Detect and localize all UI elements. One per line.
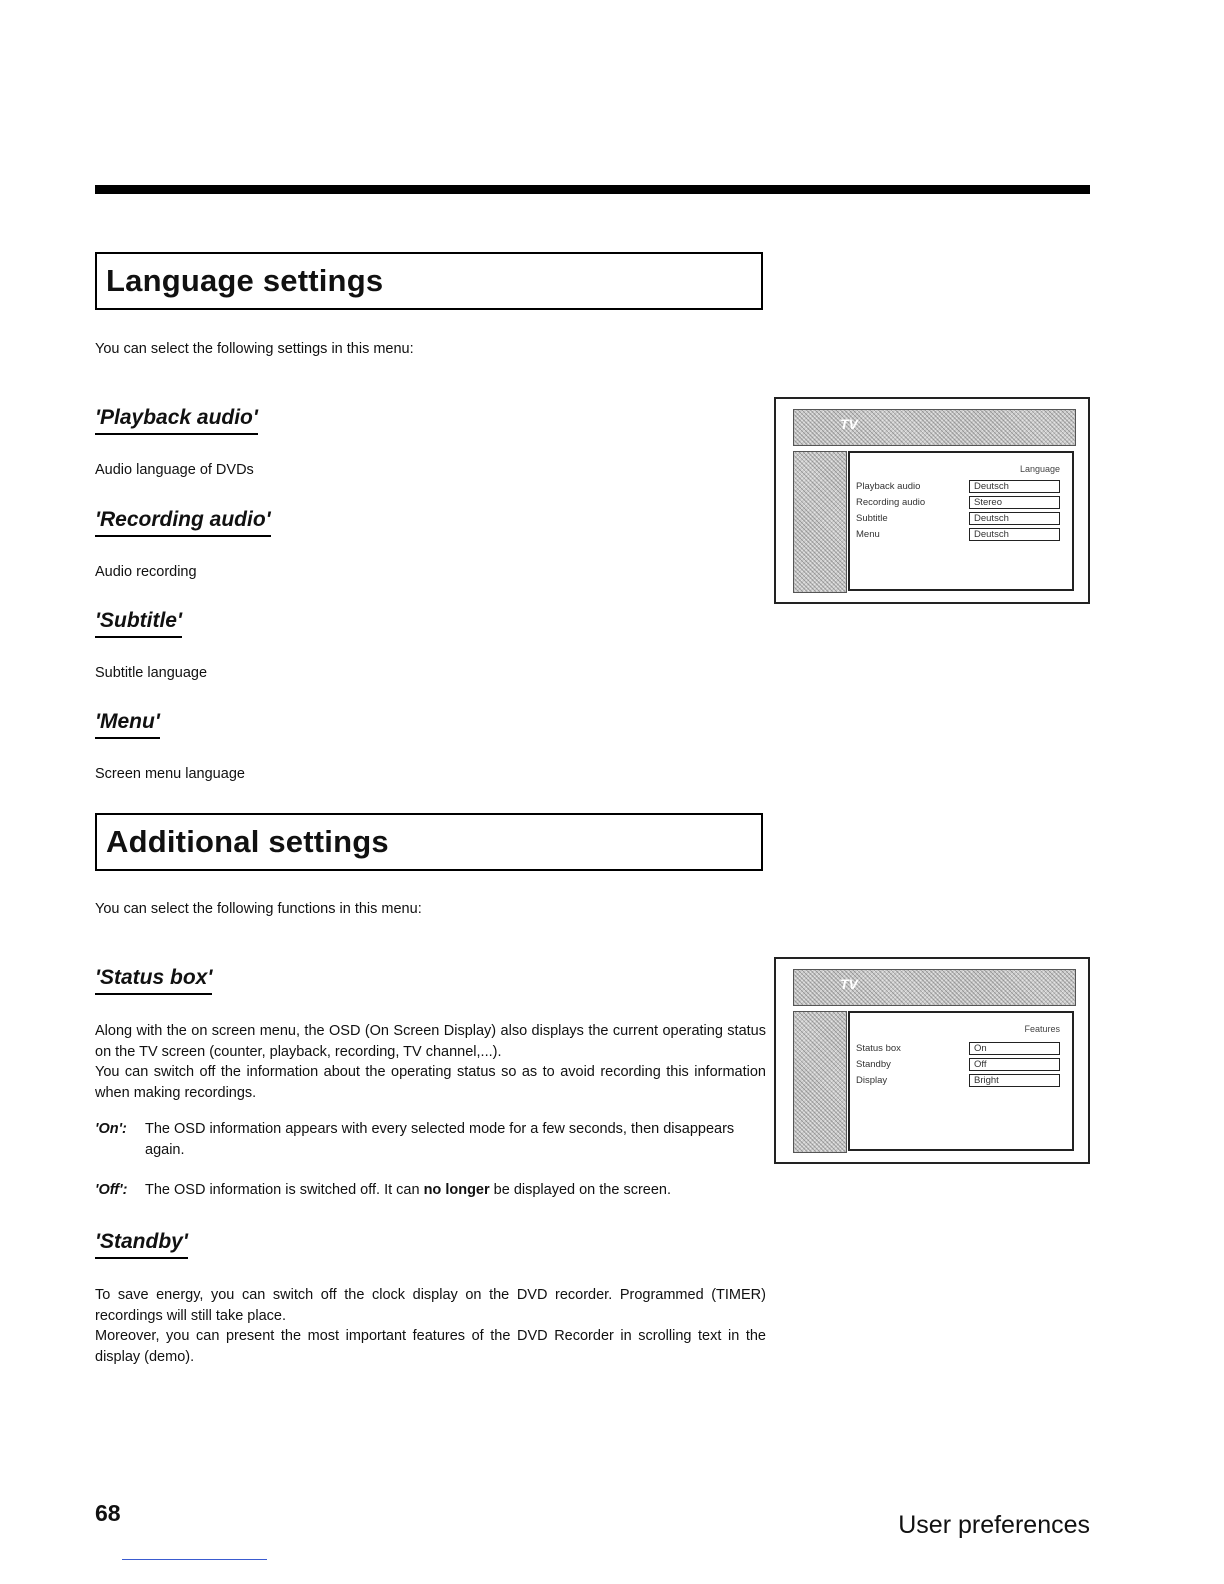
status-box-para-2: You can switch off the information about the operating status so as to avoid recording this information when making recordings.	[95, 1064, 766, 1101]
osd-row-label: Recording audio	[856, 497, 926, 508]
additional-intro: You can select the following functions in this menu:	[95, 901, 422, 917]
playback-audio-title: 'Playback audio'	[95, 406, 258, 435]
language-intro: You can select the following settings in this menu:	[95, 341, 414, 357]
osd-row-value: Deutsch	[969, 512, 1060, 525]
osd-side-bar	[793, 451, 847, 593]
additional-settings-heading-box	[95, 813, 763, 871]
language-osd-panel	[848, 451, 1074, 591]
osd-row-label: Standby	[856, 1059, 891, 1070]
subtitle-title: 'Subtitle'	[95, 609, 182, 638]
top-rule	[95, 185, 1090, 194]
osd-row	[856, 513, 1066, 527]
osd-tv-mark: TV	[840, 976, 858, 992]
standby-description	[95, 1285, 766, 1367]
osd-row-label: Menu	[856, 529, 880, 540]
footer-section-title: User preferences	[898, 1511, 1090, 1539]
features-osd-screenshot	[774, 957, 1090, 1164]
recording-audio-desc: Audio recording	[95, 564, 197, 580]
osd-row-label: Status box	[856, 1043, 901, 1054]
off-text-start: The OSD information is switched off. It can	[145, 1182, 424, 1198]
page-number: 68	[95, 1500, 121, 1526]
osd-row-value: Bright	[969, 1074, 1060, 1087]
osd-row	[856, 497, 1066, 511]
osd-row-label: Subtitle	[856, 513, 888, 524]
footer-line	[122, 1559, 267, 1560]
osd-row-label: Display	[856, 1075, 888, 1086]
off-option-key: 'Off':	[95, 1182, 128, 1198]
osd-row-value: Deutsch	[969, 480, 1060, 493]
osd-row-value: On	[969, 1042, 1060, 1055]
off-option-text	[145, 1180, 766, 1201]
osd-top-bar	[793, 409, 1076, 446]
standby-title: 'Standby'	[95, 1230, 188, 1259]
status-box-on-option	[95, 1119, 766, 1160]
language-settings-heading: Language settings	[106, 263, 384, 298]
osd-row	[856, 481, 1066, 495]
status-box-para-1: Along with the on screen menu, the OSD (On Screen Display) also displays the current operating status on the TV screen (counter, playback, recording, TV channel,...).	[95, 1023, 766, 1060]
osd-tv-mark: TV	[840, 416, 858, 432]
osd-top-bar	[793, 969, 1076, 1006]
features-osd-title: Features	[1024, 1024, 1060, 1034]
language-osd-screenshot	[774, 397, 1090, 604]
osd-row	[856, 529, 1066, 543]
osd-row	[856, 1059, 1066, 1073]
standby-para-1: To save energy, you can switch off the clock display on the DVD recorder. Programmed (TIMER) recordings will still take place.	[95, 1287, 766, 1324]
features-osd-panel	[848, 1011, 1074, 1151]
subtitle-desc: Subtitle language	[95, 665, 208, 681]
menu-title: 'Menu'	[95, 710, 160, 739]
menu-desc: Screen menu language	[95, 766, 245, 782]
status-box-off-option	[95, 1180, 766, 1201]
standby-para-2: Moreover, you can present the most important features of the DVD Recorder in scrolling text in the display (demo).	[95, 1328, 766, 1365]
osd-row	[856, 1043, 1066, 1057]
osd-side-bar	[793, 1011, 847, 1153]
osd-row-value: Stereo	[969, 496, 1060, 509]
off-text-end: be displayed on the screen.	[489, 1182, 672, 1198]
status-box-description	[95, 1021, 766, 1103]
recording-audio-title: 'Recording audio'	[95, 508, 271, 537]
additional-settings-heading: Additional settings	[106, 824, 389, 859]
osd-row-value: Off	[969, 1058, 1060, 1071]
off-text-emphasis: no longer	[423, 1182, 490, 1198]
status-box-title: 'Status box'	[95, 966, 212, 995]
language-settings-heading-box	[95, 252, 763, 310]
osd-row	[856, 1075, 1066, 1089]
playback-audio-desc: Audio language of DVDs	[95, 462, 254, 478]
on-option-text: The OSD information appears with every selected mode for a few seconds, then disappears again.	[145, 1121, 735, 1158]
language-osd-title: Language	[1019, 464, 1060, 474]
osd-row-value: Deutsch	[969, 528, 1060, 541]
on-option-key: 'On':	[95, 1121, 127, 1137]
osd-row-label: Playback audio	[856, 481, 921, 492]
